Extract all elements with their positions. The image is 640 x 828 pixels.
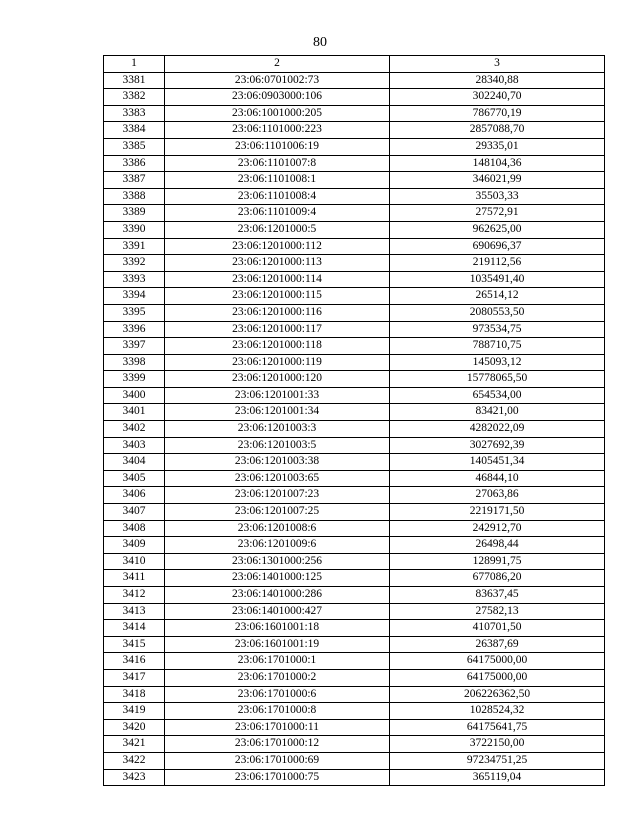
row-number-cell: 3390 (104, 221, 165, 238)
row-number-cell: 3391 (104, 238, 165, 255)
row-number-cell: 3386 (104, 155, 165, 172)
table-row (104, 122, 605, 139)
value-cell: 1035491,40 (390, 271, 605, 288)
row-number-cell: 3393 (104, 271, 165, 288)
value-cell: 27582,13 (390, 603, 605, 620)
row-number-cell: 3409 (104, 537, 165, 554)
row-number-cell: 3381 (104, 72, 165, 89)
value-cell: 365119,04 (390, 769, 605, 786)
table-row (104, 470, 605, 487)
value-cell: 83421,00 (390, 404, 605, 421)
cadastral-number-cell: 23:06:1201000:118 (165, 338, 390, 355)
cadastral-number-cell: 23:06:1201000:115 (165, 288, 390, 305)
cadastral-number-cell: 23:06:1201000:117 (165, 321, 390, 338)
row-number-cell: 3395 (104, 304, 165, 321)
row-number-cell: 3418 (104, 686, 165, 703)
table-row (104, 238, 605, 255)
table-row (104, 304, 605, 321)
value-cell: 242912,70 (390, 520, 605, 537)
table-row (104, 155, 605, 172)
value-cell: 3027692,39 (390, 437, 605, 454)
table-row (104, 437, 605, 454)
cadastral-number-cell: 23:06:1701000:2 (165, 669, 390, 686)
row-number-cell: 3420 (104, 719, 165, 736)
cadastral-number-cell: 23:06:1201008:6 (165, 520, 390, 537)
table-row (104, 421, 605, 438)
row-number-cell: 3382 (104, 89, 165, 106)
row-number-cell: 3416 (104, 653, 165, 670)
cadastral-number-cell: 23:06:1201000:119 (165, 354, 390, 371)
row-number-cell: 3419 (104, 703, 165, 720)
value-cell: 690696,37 (390, 238, 605, 255)
row-number-cell: 3394 (104, 288, 165, 305)
table-row (104, 669, 605, 686)
table-row (104, 105, 605, 122)
table-row (104, 603, 605, 620)
cadastral-number-cell: 23:06:0701002:73 (165, 72, 390, 89)
table-row (104, 172, 605, 189)
cadastral-number-cell: 23:06:1201000:120 (165, 371, 390, 388)
value-cell: 26387,69 (390, 636, 605, 653)
table-row (104, 537, 605, 554)
row-number-cell: 3392 (104, 255, 165, 272)
column-header-1: 1 (104, 56, 165, 73)
cadastral-number-cell: 23:06:1201000:5 (165, 221, 390, 238)
table-row (104, 338, 605, 355)
value-cell: 302240,70 (390, 89, 605, 106)
row-number-cell: 3388 (104, 188, 165, 205)
table-row (104, 354, 605, 371)
table-row (104, 686, 605, 703)
table-row (104, 570, 605, 587)
table-row (104, 221, 605, 238)
value-cell: 97234751,25 (390, 752, 605, 769)
cadastral-number-cell: 23:06:1701000:11 (165, 719, 390, 736)
row-number-cell: 3402 (104, 421, 165, 438)
row-number-cell: 3384 (104, 122, 165, 139)
cadastral-number-cell: 23:06:1201001:33 (165, 387, 390, 404)
row-number-cell: 3408 (104, 520, 165, 537)
row-number-cell: 3421 (104, 736, 165, 753)
cadastral-number-cell: 23:06:1201001:34 (165, 404, 390, 421)
row-number-cell: 3405 (104, 470, 165, 487)
table-row (104, 138, 605, 155)
table-row (104, 636, 605, 653)
table-row (104, 89, 605, 106)
cadastral-number-cell: 23:06:1701000:69 (165, 752, 390, 769)
row-number-cell: 3399 (104, 371, 165, 388)
row-number-cell: 3423 (104, 769, 165, 786)
row-number-cell: 3410 (104, 553, 165, 570)
row-number-cell: 3412 (104, 587, 165, 604)
table-row (104, 752, 605, 769)
value-cell: 4282022,09 (390, 421, 605, 438)
value-cell: 64175000,00 (390, 669, 605, 686)
row-number-cell: 3406 (104, 487, 165, 504)
value-cell: 677086,20 (390, 570, 605, 587)
value-cell: 29335,01 (390, 138, 605, 155)
value-cell: 128991,75 (390, 553, 605, 570)
row-number-cell: 3413 (104, 603, 165, 620)
cadastral-number-cell: 23:06:1101000:223 (165, 122, 390, 139)
cadastral-number-cell: 23:06:1201009:6 (165, 537, 390, 554)
table-row (104, 72, 605, 89)
row-number-cell: 3415 (104, 636, 165, 653)
cadastral-number-cell: 23:06:1201003:65 (165, 470, 390, 487)
cadastral-number-cell: 23:06:1601001:19 (165, 636, 390, 653)
cadastral-number-cell: 23:06:1401000:427 (165, 603, 390, 620)
value-cell: 1405451,34 (390, 454, 605, 471)
value-cell: 3722150,00 (390, 736, 605, 753)
table-row (104, 719, 605, 736)
table-row (104, 620, 605, 637)
cadastral-number-cell: 23:06:1401000:125 (165, 570, 390, 587)
value-cell: 27063,86 (390, 487, 605, 504)
table-row (104, 371, 605, 388)
table-row (104, 271, 605, 288)
cadastral-number-cell: 23:06:1201000:112 (165, 238, 390, 255)
row-number-cell: 3403 (104, 437, 165, 454)
row-number-cell: 3398 (104, 354, 165, 371)
column-header-2: 2 (165, 56, 390, 73)
table-row (104, 769, 605, 786)
table-row (104, 288, 605, 305)
value-cell: 28340,88 (390, 72, 605, 89)
row-number-cell: 3414 (104, 620, 165, 637)
cadastral-number-cell: 23:06:1201000:114 (165, 271, 390, 288)
table-row (104, 454, 605, 471)
value-cell: 15778065,50 (390, 371, 605, 388)
cadastral-number-cell: 23:06:1101008:4 (165, 188, 390, 205)
row-number-cell: 3397 (104, 338, 165, 355)
row-number-cell: 3383 (104, 105, 165, 122)
cadastral-number-cell: 23:06:1701000:75 (165, 769, 390, 786)
value-cell: 26514,12 (390, 288, 605, 305)
row-number-cell: 3407 (104, 504, 165, 521)
row-number-cell: 3417 (104, 669, 165, 686)
row-number-cell: 3385 (104, 138, 165, 155)
table-row (104, 703, 605, 720)
value-cell: 2857088,70 (390, 122, 605, 139)
column-header-3: 3 (390, 56, 605, 73)
table-row (104, 404, 605, 421)
row-number-cell: 3422 (104, 752, 165, 769)
header-row (104, 56, 605, 73)
value-cell: 2080553,50 (390, 304, 605, 321)
value-cell: 654534,00 (390, 387, 605, 404)
table-row (104, 587, 605, 604)
cadastral-number-cell: 23:06:1201007:25 (165, 504, 390, 521)
table-row (104, 188, 605, 205)
cadastral-number-cell: 23:06:1701000:1 (165, 653, 390, 670)
cadastral-number-cell: 23:06:1101009:4 (165, 205, 390, 222)
cadastral-number-cell: 23:06:1701000:8 (165, 703, 390, 720)
table-row (104, 553, 605, 570)
table-row (104, 255, 605, 272)
table-body (104, 72, 605, 786)
value-cell: 2219171,50 (390, 504, 605, 521)
cadastral-number-cell: 23:06:1701000:6 (165, 686, 390, 703)
table-row (104, 487, 605, 504)
value-cell: 962625,00 (390, 221, 605, 238)
cadastral-number-cell: 23:06:1701000:12 (165, 736, 390, 753)
value-cell: 27572,91 (390, 205, 605, 222)
cadastral-number-cell: 23:06:0903000:106 (165, 89, 390, 106)
table-row (104, 520, 605, 537)
cadastral-number-cell: 23:06:1201007:23 (165, 487, 390, 504)
value-cell: 83637,45 (390, 587, 605, 604)
page-number: 80 (313, 35, 327, 50)
value-cell: 219112,56 (390, 255, 605, 272)
row-number-cell: 3396 (104, 321, 165, 338)
value-cell: 64175641,75 (390, 719, 605, 736)
registry-table (103, 55, 605, 786)
cadastral-number-cell: 23:06:1201003:5 (165, 437, 390, 454)
value-cell: 788710,75 (390, 338, 605, 355)
table-row (104, 321, 605, 338)
cadastral-number-cell: 23:06:1301000:256 (165, 553, 390, 570)
cadastral-number-cell: 23:06:1201000:116 (165, 304, 390, 321)
cadastral-number-cell: 23:06:1201003:3 (165, 421, 390, 438)
table-header (104, 56, 605, 73)
cadastral-number-cell: 23:06:1001000:205 (165, 105, 390, 122)
row-number-cell: 3387 (104, 172, 165, 189)
cadastral-number-cell: 23:06:1101007:8 (165, 155, 390, 172)
value-cell: 1028524,32 (390, 703, 605, 720)
value-cell: 206226362,50 (390, 686, 605, 703)
row-number-cell: 3389 (104, 205, 165, 222)
row-number-cell: 3404 (104, 454, 165, 471)
value-cell: 410701,50 (390, 620, 605, 637)
value-cell: 26498,44 (390, 537, 605, 554)
cadastral-number-cell: 23:06:1201003:38 (165, 454, 390, 471)
value-cell: 346021,99 (390, 172, 605, 189)
cadastral-number-cell: 23:06:1201000:113 (165, 255, 390, 272)
table-row (104, 205, 605, 222)
table-row (104, 504, 605, 521)
value-cell: 64175000,00 (390, 653, 605, 670)
value-cell: 973534,75 (390, 321, 605, 338)
cadastral-number-cell: 23:06:1401000:286 (165, 587, 390, 604)
table-row (104, 736, 605, 753)
value-cell: 148104,36 (390, 155, 605, 172)
row-number-cell: 3400 (104, 387, 165, 404)
row-number-cell: 3401 (104, 404, 165, 421)
table-row (104, 653, 605, 670)
value-cell: 46844,10 (390, 470, 605, 487)
value-cell: 35503,33 (390, 188, 605, 205)
value-cell: 786770,19 (390, 105, 605, 122)
value-cell: 145093,12 (390, 354, 605, 371)
table-row (104, 387, 605, 404)
cadastral-number-cell: 23:06:1101006:19 (165, 138, 390, 155)
row-number-cell: 3411 (104, 570, 165, 587)
cadastral-number-cell: 23:06:1601001:18 (165, 620, 390, 637)
cadastral-number-cell: 23:06:1101008:1 (165, 172, 390, 189)
